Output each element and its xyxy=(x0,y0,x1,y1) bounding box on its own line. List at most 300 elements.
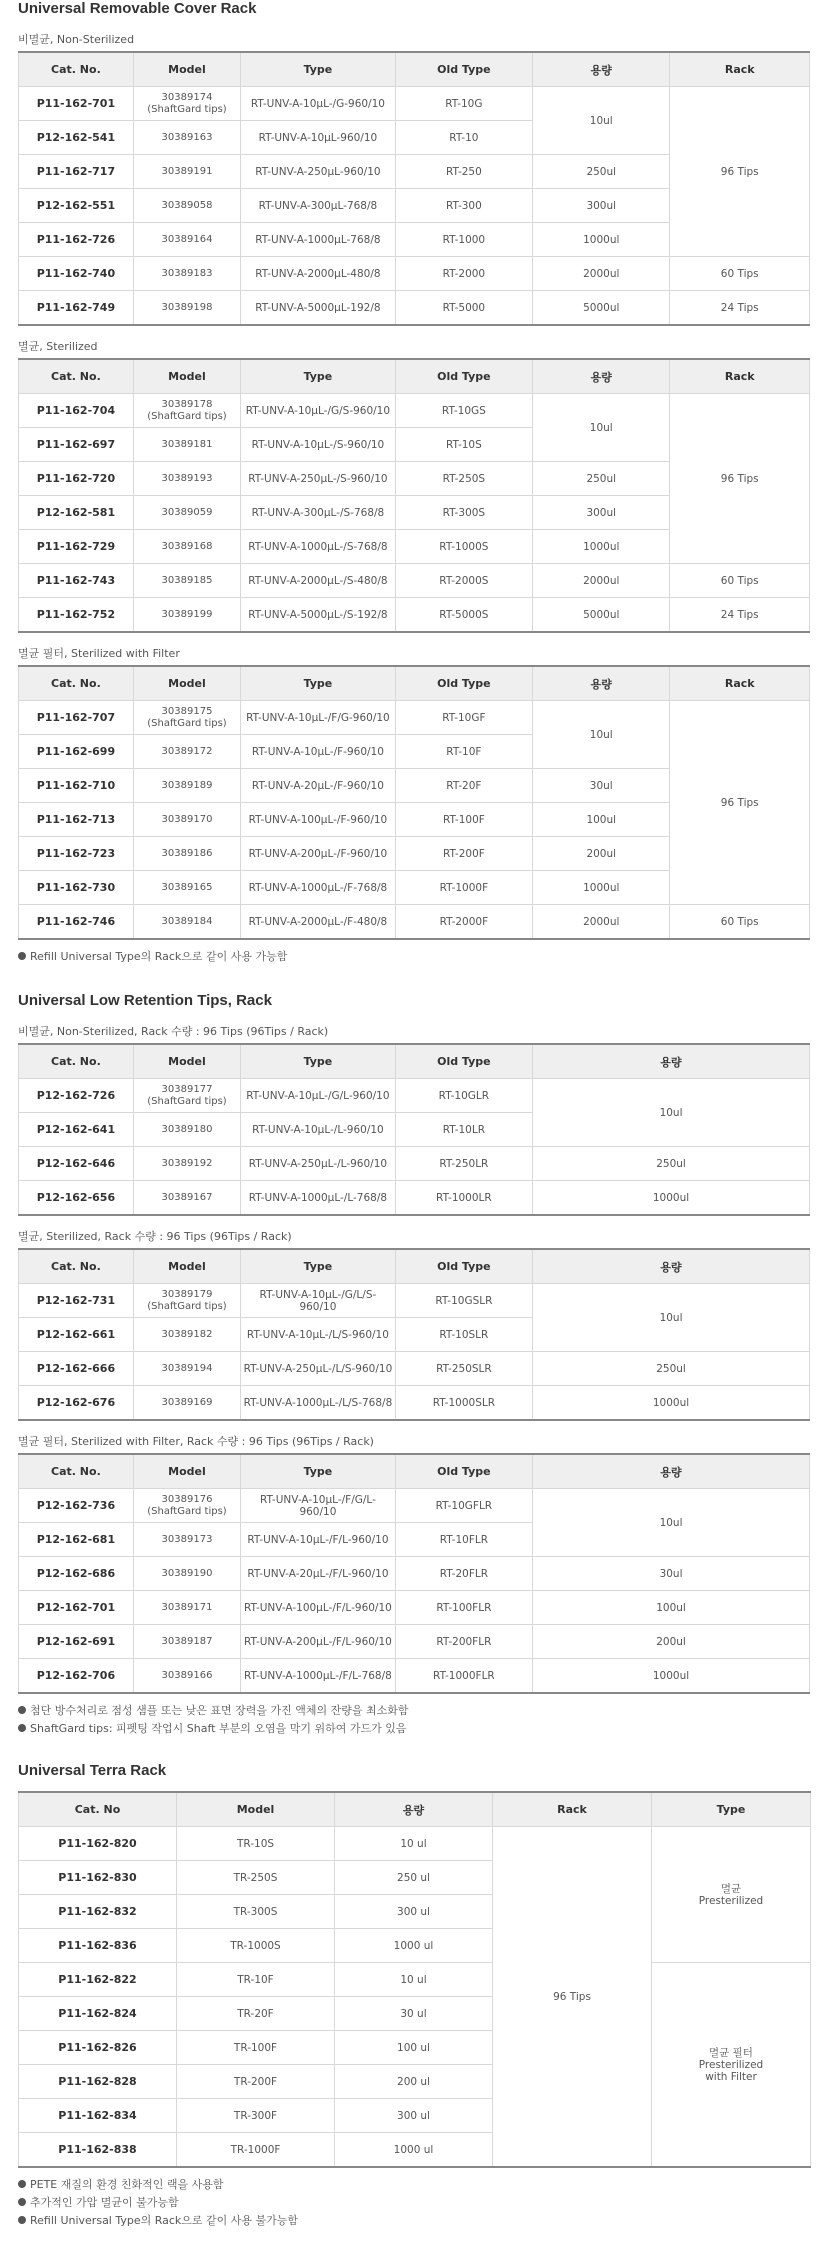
model: TR-1000S xyxy=(177,1929,335,1963)
type: 멸균 Presterilized xyxy=(652,1827,811,1963)
old-type: RT-10GFLR xyxy=(395,1489,532,1523)
model: TR-10F xyxy=(177,1963,335,1997)
model: TR-10S xyxy=(177,1827,335,1861)
type: RT-UNV-A-250µL-/L-960/10 xyxy=(241,1147,396,1181)
capacity: 10ul xyxy=(533,394,670,462)
col-cat-no: Cat. No xyxy=(19,1792,177,1827)
table-row xyxy=(19,905,810,940)
cat-no: P12-162-661 xyxy=(19,1318,134,1352)
capacity: 250ul xyxy=(533,1352,810,1386)
capacity: 250ul xyxy=(533,462,670,496)
table-row xyxy=(19,257,810,291)
rack: 96 Tips xyxy=(670,701,810,905)
type: RT-UNV-A-10µL-/L/S-960/10 xyxy=(241,1318,396,1352)
col-old-type: Old Type xyxy=(395,52,532,87)
col-type: Type xyxy=(241,1249,396,1284)
cat-no: P11-162-752 xyxy=(19,598,134,633)
model: 30389058 xyxy=(133,189,240,223)
type: RT-UNV-A-1000µL-/F/L-768/8 xyxy=(241,1659,396,1694)
type: 멸균 필터 Presterilized with Filter xyxy=(652,1963,811,2168)
col-capacity: 용량 xyxy=(533,1249,810,1284)
type: RT-UNV-A-300µL-768/8 xyxy=(241,189,396,223)
table-row xyxy=(19,1181,810,1216)
subtitle-sterilized-filter: 멸균 필터, Sterilized with Filter xyxy=(18,647,180,660)
capacity: 250ul xyxy=(533,1147,810,1181)
cat-no: P11-162-749 xyxy=(19,291,134,326)
type: RT-UNV-A-10µL-/F/G/L- 960/10 xyxy=(241,1489,396,1523)
type: RT-UNV-A-10µL-/F/L-960/10 xyxy=(241,1523,396,1557)
type: RT-UNV-A-5000µL-/S-192/8 xyxy=(241,598,396,633)
model: 30389182 xyxy=(133,1318,240,1352)
cat-no: P11-162-820 xyxy=(19,1827,177,1861)
capacity: 10 ul xyxy=(335,1827,493,1861)
cat-no: P11-162-730 xyxy=(19,871,134,905)
subtitle-sterilized: 멸균, Sterilized xyxy=(18,340,98,353)
note: Refill Universal Type의 Rack으로 같이 사용 불가능함 xyxy=(0,2212,825,2230)
subtitle-sterilized: 멸균, Sterilized, Rack 수량 : 96 Tips (96Tips / Rack) xyxy=(18,1230,292,1243)
col-model: Model xyxy=(133,1044,240,1079)
table-row xyxy=(19,1386,810,1421)
old-type: RT-10GLR xyxy=(395,1079,532,1113)
capacity: 10ul xyxy=(533,1489,810,1557)
table-non-sterilized xyxy=(18,51,810,326)
table-row xyxy=(19,1489,810,1523)
col-model: Model xyxy=(133,359,240,394)
old-type: RT-10GF xyxy=(395,701,532,735)
capacity: 100ul xyxy=(533,803,670,837)
old-type: RT-300 xyxy=(395,189,532,223)
cat-no: P11-162-699 xyxy=(19,735,134,769)
note: 추가적인 가압 멸균이 불가능함 xyxy=(0,2194,825,2212)
old-type: RT-1000FLR xyxy=(395,1659,532,1694)
note: Refill Universal Type의 Rack으로 같이 사용 가능함 xyxy=(0,948,825,966)
table-lr-sterilized-filter xyxy=(18,1453,810,1694)
type: RT-UNV-A-10µL-/G/L-960/10 xyxy=(241,1079,396,1113)
old-type: RT-1000LR xyxy=(395,1181,532,1216)
col-old-type: Old Type xyxy=(395,359,532,394)
old-type: RT-20FLR xyxy=(395,1557,532,1591)
col-model: Model xyxy=(133,666,240,701)
cat-no: P12-162-641 xyxy=(19,1113,134,1147)
type: RT-UNV-A-10µL-/L-960/10 xyxy=(241,1113,396,1147)
type: RT-UNV-A-1000µL-/S-768/8 xyxy=(241,530,396,564)
table-row xyxy=(19,291,810,326)
table-header-row xyxy=(19,666,810,701)
cat-no: P11-162-726 xyxy=(19,223,134,257)
cat-no: P11-162-697 xyxy=(19,428,134,462)
capacity: 2000ul xyxy=(533,905,670,940)
old-type: RT-20F xyxy=(395,769,532,803)
old-type: RT-200FLR xyxy=(395,1625,532,1659)
bullet-icon xyxy=(18,2216,26,2224)
type: RT-UNV-A-100µL-/F-960/10 xyxy=(241,803,396,837)
table-sterilized-filter xyxy=(18,665,810,940)
model: 30389191 xyxy=(133,155,240,189)
cat-no: P11-162-717 xyxy=(19,155,134,189)
model: 30389193 xyxy=(133,462,240,496)
model: 30389181 xyxy=(133,428,240,462)
model: 30389184 xyxy=(133,905,240,940)
col-cat-no: Cat. No. xyxy=(19,359,134,394)
col-old-type: Old Type xyxy=(395,1454,532,1489)
type: RT-UNV-A-1000µL-/F-768/8 xyxy=(241,871,396,905)
col-old-type: Old Type xyxy=(395,666,532,701)
type: RT-UNV-A-200µL-/F-960/10 xyxy=(241,837,396,871)
capacity: 1000 ul xyxy=(335,1929,493,1963)
model: 30389189 xyxy=(133,769,240,803)
old-type: RT-10FLR xyxy=(395,1523,532,1557)
model: 30389170 xyxy=(133,803,240,837)
type: RT-UNV-A-250µL-960/10 xyxy=(241,155,396,189)
cat-no: P12-162-676 xyxy=(19,1386,134,1421)
bullet-icon xyxy=(18,1706,26,1714)
type: RT-UNV-A-20µL-/F/L-960/10 xyxy=(241,1557,396,1591)
model: 30389171 xyxy=(133,1591,240,1625)
capacity: 30ul xyxy=(533,1557,810,1591)
cat-no: P11-162-729 xyxy=(19,530,134,564)
old-type: RT-300S xyxy=(395,496,532,530)
type: RT-UNV-A-20µL-/F-960/10 xyxy=(241,769,396,803)
col-old-type: Old Type xyxy=(395,1044,532,1079)
type: RT-UNV-A-10µL-/G/S-960/10 xyxy=(241,394,396,428)
cat-no: P11-162-740 xyxy=(19,257,134,291)
capacity: 100ul xyxy=(533,1591,810,1625)
rack: 60 Tips xyxy=(670,564,810,598)
col-rack: Rack xyxy=(670,359,810,394)
cat-no: P12-162-706 xyxy=(19,1659,134,1694)
section-title-low-retention: Universal Low Retention Tips, Rack xyxy=(18,992,272,1009)
cat-no: P11-162-710 xyxy=(19,769,134,803)
capacity: 30ul xyxy=(533,769,670,803)
cat-no: P11-162-826 xyxy=(19,2031,177,2065)
type: RT-UNV-A-100µL-/F/L-960/10 xyxy=(241,1591,396,1625)
model: 30389166 xyxy=(133,1659,240,1694)
model: 30389187 xyxy=(133,1625,240,1659)
type: RT-UNV-A-10µL-/S-960/10 xyxy=(241,428,396,462)
cat-no: P11-162-707 xyxy=(19,701,134,735)
capacity: 1000 ul xyxy=(335,2133,493,2168)
model: TR-100F xyxy=(177,2031,335,2065)
type: RT-UNV-A-250µL-/S-960/10 xyxy=(241,462,396,496)
type: RT-UNV-A-10µL-960/10 xyxy=(241,121,396,155)
cat-no: P11-162-704 xyxy=(19,394,134,428)
cat-no: P12-162-686 xyxy=(19,1557,134,1591)
model: 30389186 xyxy=(133,837,240,871)
cat-no: P12-162-691 xyxy=(19,1625,134,1659)
cat-no: P11-162-834 xyxy=(19,2099,177,2133)
type: RT-UNV-A-2000µL-/S-480/8 xyxy=(241,564,396,598)
capacity: 300ul xyxy=(533,189,670,223)
old-type: RT-1000 xyxy=(395,223,532,257)
cat-no: P12-162-656 xyxy=(19,1181,134,1216)
col-cat-no: Cat. No. xyxy=(19,1249,134,1284)
cat-no: P11-162-838 xyxy=(19,2133,177,2168)
table-row xyxy=(19,701,810,735)
type: RT-UNV-A-10µL-/G/L/S- 960/10 xyxy=(241,1284,396,1318)
type: RT-UNV-A-2000µL-/F-480/8 xyxy=(241,905,396,940)
model: TR-20F xyxy=(177,1997,335,2031)
capacity: 30 ul xyxy=(335,1997,493,2031)
old-type: RT-100FLR xyxy=(395,1591,532,1625)
cat-no: P11-162-713 xyxy=(19,803,134,837)
capacity: 2000ul xyxy=(533,257,670,291)
table-row xyxy=(19,1557,810,1591)
col-old-type: Old Type xyxy=(395,1249,532,1284)
col-capacity: 용량 xyxy=(533,666,670,701)
cat-no: P12-162-681 xyxy=(19,1523,134,1557)
table-row xyxy=(19,1963,811,1997)
model: 30389167 xyxy=(133,1181,240,1216)
cat-no: P12-162-736 xyxy=(19,1489,134,1523)
subtitle-non-sterilized: 비멸균, Non-Sterilized, Rack 수량 : 96 Tips (96Tips / Rack) xyxy=(18,1025,329,1038)
type: RT-UNV-A-5000µL-192/8 xyxy=(241,291,396,326)
model: 30389178 (ShaftGard tips) xyxy=(133,394,240,428)
model: 30389165 xyxy=(133,871,240,905)
capacity: 2000ul xyxy=(533,564,670,598)
model: 30389175 (ShaftGard tips) xyxy=(133,701,240,735)
cat-no: P12-162-726 xyxy=(19,1079,134,1113)
bullet-icon xyxy=(18,2198,26,2206)
model: TR-300F xyxy=(177,2099,335,2133)
table-row xyxy=(19,598,810,633)
old-type: RT-10LR xyxy=(395,1113,532,1147)
rack: 60 Tips xyxy=(670,905,810,940)
table-row xyxy=(19,1284,810,1318)
capacity: 200ul xyxy=(533,1625,810,1659)
model: TR-300S xyxy=(177,1895,335,1929)
old-type: RT-5000S xyxy=(395,598,532,633)
section-title-terra-rack: Universal Terra Rack xyxy=(18,1762,167,1779)
col-model: Model xyxy=(133,1454,240,1489)
table-header-row xyxy=(19,52,810,87)
old-type: RT-10 xyxy=(395,121,532,155)
col-type: Type xyxy=(241,52,396,87)
cat-no: P12-162-701 xyxy=(19,1591,134,1625)
col-capacity: 용량 xyxy=(533,359,670,394)
model: TR-200F xyxy=(177,2065,335,2099)
capacity: 200ul xyxy=(533,837,670,871)
table-sterilized xyxy=(18,358,810,633)
old-type: RT-250LR xyxy=(395,1147,532,1181)
note: PETE 재질의 환경 친화적인 랙을 사용함 xyxy=(0,2176,825,2194)
type: RT-UNV-A-10µL-/G-960/10 xyxy=(241,87,396,121)
capacity: 1000ul xyxy=(533,530,670,564)
cat-no: P11-162-743 xyxy=(19,564,134,598)
rack: 24 Tips xyxy=(670,598,810,633)
cat-no: P12-162-731 xyxy=(19,1284,134,1318)
capacity: 1000ul xyxy=(533,1659,810,1694)
capacity: 5000ul xyxy=(533,598,670,633)
rack: 24 Tips xyxy=(670,291,810,326)
model: 30389183 xyxy=(133,257,240,291)
col-model: Model xyxy=(177,1792,335,1827)
capacity: 5000ul xyxy=(533,291,670,326)
model: 30389173 xyxy=(133,1523,240,1557)
cat-no: P11-162-832 xyxy=(19,1895,177,1929)
table-header-row xyxy=(19,1454,810,1489)
model: 30389164 xyxy=(133,223,240,257)
capacity: 10ul xyxy=(533,1079,810,1147)
capacity: 1000ul xyxy=(533,871,670,905)
model: 30389059 xyxy=(133,496,240,530)
model: 30389194 xyxy=(133,1352,240,1386)
section-title-removable-cover-rack: Universal Removable Cover Rack xyxy=(18,0,257,17)
old-type: RT-2000F xyxy=(395,905,532,940)
capacity: 250ul xyxy=(533,155,670,189)
old-type: RT-10S xyxy=(395,428,532,462)
cat-no: P11-162-746 xyxy=(19,905,134,940)
bullet-icon xyxy=(18,1724,26,1732)
col-cat-no: Cat. No. xyxy=(19,1454,134,1489)
old-type: RT-1000S xyxy=(395,530,532,564)
cat-no: P11-162-720 xyxy=(19,462,134,496)
model: 30389168 xyxy=(133,530,240,564)
col-capacity: 용량 xyxy=(533,1454,810,1489)
table-row xyxy=(19,1591,810,1625)
old-type: RT-10SLR xyxy=(395,1318,532,1352)
old-type: RT-200F xyxy=(395,837,532,871)
type: RT-UNV-A-200µL-/F/L-960/10 xyxy=(241,1625,396,1659)
model: TR-250S xyxy=(177,1861,335,1895)
col-model: Model xyxy=(133,1249,240,1284)
capacity: 250 ul xyxy=(335,1861,493,1895)
model: 30389172 xyxy=(133,735,240,769)
col-capacity: 용량 xyxy=(533,1044,810,1079)
rack: 60 Tips xyxy=(670,257,810,291)
col-type: Type xyxy=(241,1454,396,1489)
capacity: 10ul xyxy=(533,701,670,769)
col-rack: Rack xyxy=(670,52,810,87)
old-type: RT-10F xyxy=(395,735,532,769)
table-row xyxy=(19,1659,810,1694)
table-row xyxy=(19,394,810,428)
col-rack: Rack xyxy=(493,1792,652,1827)
cat-no: P12-162-541 xyxy=(19,121,134,155)
old-type: RT-10GSLR xyxy=(395,1284,532,1318)
model: 30389190 xyxy=(133,1557,240,1591)
cat-no: P12-162-646 xyxy=(19,1147,134,1181)
old-type: RT-2000S xyxy=(395,564,532,598)
old-type: RT-10GS xyxy=(395,394,532,428)
subtitle-non-sterilized: 비멸균, Non-Sterilized xyxy=(18,33,135,46)
type: RT-UNV-A-1000µL-/L-768/8 xyxy=(241,1181,396,1216)
rack: 96 Tips xyxy=(493,1827,652,2168)
model: 30389177 (ShaftGard tips) xyxy=(133,1079,240,1113)
old-type: RT-250S xyxy=(395,462,532,496)
col-rack: Rack xyxy=(670,666,810,701)
subtitle-sterilized-filter: 멸균 필터, Sterilized with Filter, Rack 수량 : 96 Tips (96Tips / Rack) xyxy=(18,1435,374,1448)
table-header-row xyxy=(19,1249,810,1284)
col-type: Type xyxy=(241,666,396,701)
cat-no: P11-162-828 xyxy=(19,2065,177,2099)
model: 30389163 xyxy=(133,121,240,155)
type: RT-UNV-A-1000µL-768/8 xyxy=(241,223,396,257)
old-type: RT-10G xyxy=(395,87,532,121)
table-row xyxy=(19,1147,810,1181)
col-cat-no: Cat. No. xyxy=(19,1044,134,1079)
type: RT-UNV-A-10µL-/F-960/10 xyxy=(241,735,396,769)
table-lr-sterilized xyxy=(18,1248,810,1421)
old-type: RT-1000SLR xyxy=(395,1386,532,1421)
table-header-row xyxy=(19,1792,811,1827)
cat-no: P11-162-723 xyxy=(19,837,134,871)
col-type: Type xyxy=(241,1044,396,1079)
model: 30389198 xyxy=(133,291,240,326)
capacity: 300ul xyxy=(533,496,670,530)
model: 30389185 xyxy=(133,564,240,598)
model: 30389174 (ShaftGard tips) xyxy=(133,87,240,121)
bullet-icon xyxy=(18,952,26,960)
table-lr-non-sterilized xyxy=(18,1043,810,1216)
type: RT-UNV-A-2000µL-480/8 xyxy=(241,257,396,291)
capacity: 10ul xyxy=(533,1284,810,1352)
capacity: 100 ul xyxy=(335,2031,493,2065)
model: 30389199 xyxy=(133,598,240,633)
rack: 96 Tips xyxy=(670,394,810,564)
old-type: RT-250SLR xyxy=(395,1352,532,1386)
model: 30389176 (ShaftGard tips) xyxy=(133,1489,240,1523)
table-terra-rack xyxy=(18,1791,811,2168)
cat-no: P11-162-822 xyxy=(19,1963,177,1997)
model: 30389169 xyxy=(133,1386,240,1421)
note: 첨단 방수처리로 점성 샘플 또는 낮은 표면 장력을 가진 액체의 잔량을 최소화함 xyxy=(0,1702,825,1720)
col-capacity: 용량 xyxy=(335,1792,493,1827)
table-row xyxy=(19,87,810,121)
old-type: RT-2000 xyxy=(395,257,532,291)
capacity: 10 ul xyxy=(335,1963,493,1997)
rack: 96 Tips xyxy=(670,87,810,257)
type: RT-UNV-A-1000µL-/L/S-768/8 xyxy=(241,1386,396,1421)
capacity: 1000ul xyxy=(533,1386,810,1421)
old-type: RT-5000 xyxy=(395,291,532,326)
type: RT-UNV-A-300µL-/S-768/8 xyxy=(241,496,396,530)
col-cat-no: Cat. No. xyxy=(19,52,134,87)
type: RT-UNV-A-250µL-/L/S-960/10 xyxy=(241,1352,396,1386)
table-header-row xyxy=(19,1044,810,1079)
capacity: 200 ul xyxy=(335,2065,493,2099)
cat-no: P12-162-666 xyxy=(19,1352,134,1386)
cat-no: P12-162-551 xyxy=(19,189,134,223)
type: RT-UNV-A-10µL-/F/G-960/10 xyxy=(241,701,396,735)
model: 30389180 xyxy=(133,1113,240,1147)
old-type: RT-100F xyxy=(395,803,532,837)
table-row xyxy=(19,564,810,598)
col-model: Model xyxy=(133,52,240,87)
capacity: 300 ul xyxy=(335,1895,493,1929)
table-row xyxy=(19,1079,810,1113)
cat-no: P11-162-701 xyxy=(19,87,134,121)
cat-no: P11-162-824 xyxy=(19,1997,177,2031)
capacity: 1000ul xyxy=(533,1181,810,1216)
col-type: Type xyxy=(241,359,396,394)
cat-no: P11-162-836 xyxy=(19,1929,177,1963)
table-row xyxy=(19,1625,810,1659)
bullet-icon xyxy=(18,2180,26,2188)
model: 30389192 xyxy=(133,1147,240,1181)
capacity: 10ul xyxy=(533,87,670,155)
model: TR-1000F xyxy=(177,2133,335,2168)
cat-no: P11-162-830 xyxy=(19,1861,177,1895)
table-row xyxy=(19,1352,810,1386)
capacity: 1000ul xyxy=(533,223,670,257)
col-type: Type xyxy=(652,1792,811,1827)
model: 30389179 (ShaftGard tips) xyxy=(133,1284,240,1318)
old-type: RT-1000F xyxy=(395,871,532,905)
old-type: RT-250 xyxy=(395,155,532,189)
table-row xyxy=(19,1827,811,1861)
col-capacity: 용량 xyxy=(533,52,670,87)
cat-no: P12-162-581 xyxy=(19,496,134,530)
